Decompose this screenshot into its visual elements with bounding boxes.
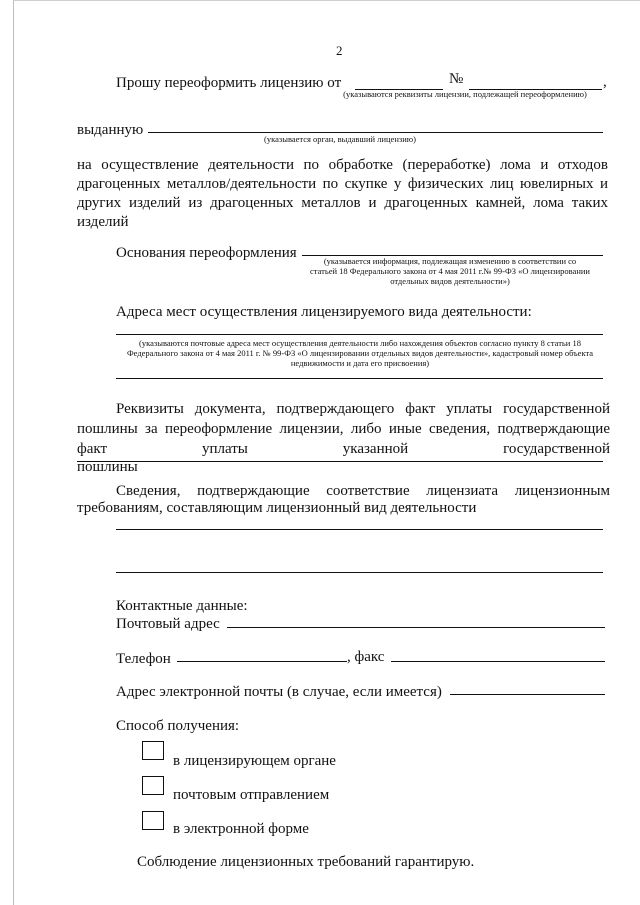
addresses-field-2[interactable] — [116, 378, 603, 379]
issuing-authority-field[interactable] — [148, 132, 603, 133]
payment-line-2: пошлины за переоформление лицензии, либо иные сведения, подтверждающие — [77, 421, 610, 437]
postal-address-field[interactable] — [227, 627, 605, 628]
compliance-field-1[interactable] — [116, 529, 603, 530]
trailing-comma: , — [603, 74, 607, 90]
receipt-option-electronic-checkbox[interactable] — [142, 811, 164, 830]
addresses-hint: (указываются почтовые адреса мест осуществления деятельности либо нахождения объектов согласно пункту 8 статьи 18 Федерального закона от 4 мая 2011 г. № 99-ФЗ «О лицензировании отдельных видов деятельности», кадастровый номер объекта недвижимости и дата его присвоения) — [126, 338, 594, 368]
payment-line-1: Реквизиты документа, подтверждающего факт уплаты государственной — [116, 401, 610, 417]
issued-label: выданную — [77, 122, 144, 138]
receipt-option-mail-label: почтовым отправлением — [173, 787, 330, 803]
receipt-heading: Способ получения: — [116, 718, 240, 734]
grounds-label: Основания переоформления — [116, 245, 297, 261]
activity-paragraph: на осуществление деятельности по обработке (переработке) лома и отходов драгоценных металлов/деятельности по скупке у физических лиц ювелирных и других изделий из драгоценных металлов и драгоценных камней, лома таких изделий — [77, 157, 608, 230]
license-hint: (указываются реквизиты лицензии, подлежащей переоформлению) — [343, 89, 587, 99]
number-sign: № — [449, 71, 464, 87]
fax-field[interactable] — [391, 661, 605, 662]
payment-field[interactable] — [77, 461, 603, 462]
fax-label: , факс — [347, 649, 385, 665]
grounds-hint-1: (указывается информация, подлежащая изменению в соответствии со — [323, 256, 577, 266]
contacts-heading: Контактные данные: — [116, 598, 248, 614]
email-field[interactable] — [450, 694, 605, 695]
compliance-line-2: требованиям, составляющим лицензионный вид деятельности — [77, 500, 477, 516]
receipt-option-licensing-body-checkbox[interactable] — [142, 741, 164, 760]
payment-line-3: факт уплаты указанной государственной пошлины — [77, 441, 610, 475]
receipt-option-electronic-label: в электронной форме — [173, 821, 309, 837]
request-text: Прошу переоформить лицензию от — [116, 75, 342, 91]
addresses-label: Адреса мест осуществления лицензируемого вида деятельности: — [116, 304, 532, 320]
phone-field[interactable] — [177, 661, 347, 662]
receipt-option-licensing-body-label: в лицензирующем органе — [173, 753, 336, 769]
addresses-field-1[interactable] — [116, 334, 603, 335]
grounds-hint-2: статьей 18 Федерального закона от 4 мая 2011 г.№ 99-ФЗ «О лицензировании — [310, 266, 590, 276]
issued-hint: (указывается орган, выдавший лицензию) — [264, 134, 416, 144]
compliance-field-2[interactable] — [116, 572, 603, 573]
receipt-option-mail-checkbox[interactable] — [142, 776, 164, 795]
page-border-left — [13, 0, 14, 905]
compliance-line-1: Сведения, подтверждающие соответствие лицензиата лицензионным — [116, 483, 610, 499]
email-label: Адрес электронной почты (в случае, если имеется) — [116, 684, 442, 700]
grounds-hint-3: отдельных видов деятельности») — [390, 276, 510, 286]
page-number: 2 — [336, 43, 343, 58]
postal-label: Почтовый адрес — [116, 616, 220, 632]
guarantee-text: Соблюдение лицензионных требований гарантирую. — [137, 854, 475, 870]
page-border-top — [13, 0, 640, 1]
phone-label: Телефон — [116, 651, 171, 667]
